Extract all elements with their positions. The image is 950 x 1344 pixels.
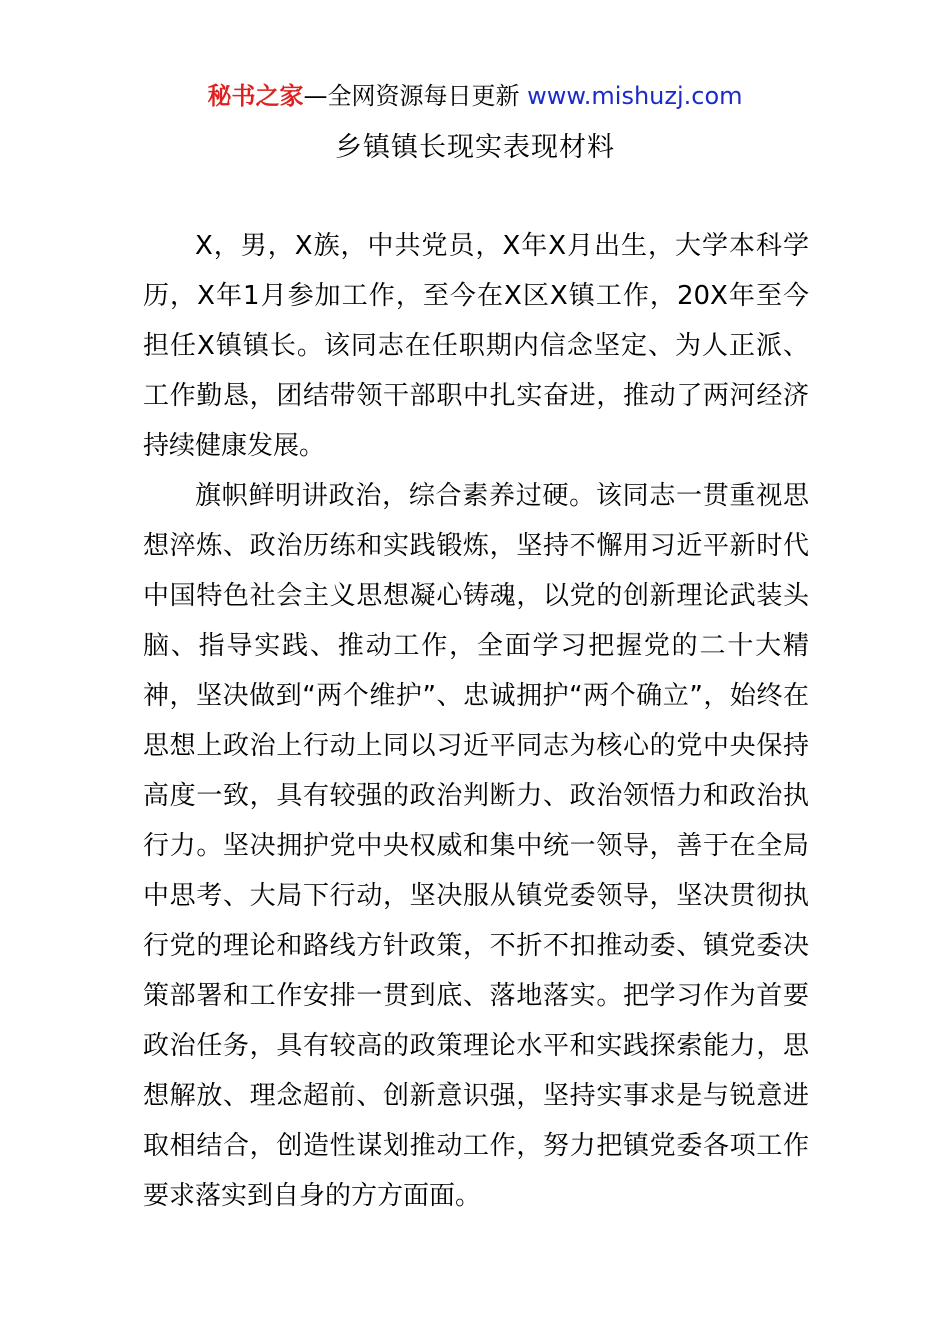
site-header (0, 80, 950, 112)
paragraph-intro: X，男，X族，中共党员，X年X月出生，大学本科学历，X年1月参加工作，至今在X区X镇工作，20X年至今担任X镇镇长。该同志在任职期内信念坚定、为人正派、工作勤恳，团结带领干部职中扎实奋进，推动了两河经济持续健康发展。 (143, 231, 809, 461)
document-body (143, 221, 809, 1221)
site-tagline: —全网资源每日更新 (303, 82, 520, 110)
brand-name: 秘书之家 (207, 82, 304, 110)
site-url[interactable]: www.mishuzj.com (527, 82, 743, 110)
paragraph-politics: 旗帜鲜明讲政治，综合素养过硬。该同志一贯重视思想淬炼、政治历练和实践锻炼，坚持不懈用习近平新时代中国特色社会主义思想凝心铸魂，以党的创新理论武装头脑、指导实践、推动工作，全面学习把握党的二十大精神，坚决做到“两个维护”、忠诚拥护“两个确立”，始终在思想上政治上行动上同以习近平同志为核心的党中央保持高度一致，具有较强的政治判断力、政治领悟力和政治执行力。坚决拥护党中央权威和集中统一领导，善于在全局中思考、大局下行动，坚决服从镇党委领导，坚决贯彻执行党的理论和路线方针政策，不折不扣推动委、镇党委决策部署和工作安排一贯到底、落地落实。把学习作为首要政治任务，具有较高的政策理论水平和实践探索能力，思想解放、理念超前、创新意识强，坚持实事求是与锐意进取相结合，创造性谋划推动工作，努力把镇党委各项工作要求落实到自身的方方面面。 (143, 481, 809, 1211)
document-title: 乡镇镇长现实表现材料 (335, 132, 615, 163)
